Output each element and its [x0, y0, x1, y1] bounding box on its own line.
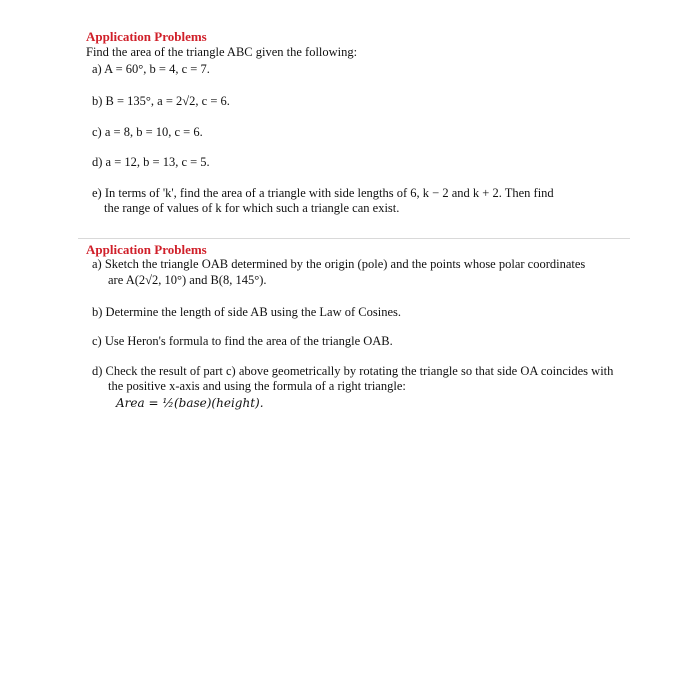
- problem-1e-line2: the range of values of k for which such a triangle can exist.: [104, 201, 400, 215]
- problem-label: c): [92, 125, 102, 139]
- problem-text: Determine the length of side AB using the Law of Cosines.: [105, 305, 401, 319]
- problem-text: In terms of 'k', find the area of a triangle with side lengths of 6, k − 2 and k + 2. Then find: [104, 186, 554, 200]
- problem-text: Use Heron's formula to find the area of the triangle OAB.: [104, 334, 393, 348]
- section2-heading: Application Problems: [86, 242, 207, 257]
- area-formula: Area = ½(base)(height).: [116, 396, 264, 410]
- problem-text: B = 135°, a = 2√2, c = 6.: [105, 94, 230, 108]
- problem-1e-line1: [92, 186, 554, 201]
- problem-2d-line2: the positive x-axis and using the formula of a right triangle:: [108, 379, 406, 393]
- problem-label: c): [92, 334, 102, 348]
- problem-label: a): [92, 62, 102, 76]
- problem-2b: [92, 305, 401, 320]
- problem-label: a): [92, 257, 102, 271]
- problem-label: b): [92, 305, 103, 319]
- problem-text: a = 12, b = 13, c = 5.: [105, 155, 210, 169]
- problem-text: Check the result of part c) above geometrically by rotating the triangle so that side OA coincides with: [105, 364, 614, 378]
- problem-label: d): [92, 155, 103, 169]
- problem-1d: [92, 155, 210, 170]
- problem-1c: [92, 125, 203, 140]
- problem-2a-line2: are A(2√2, 10°) and B(8, 145°).: [108, 273, 267, 287]
- problem-2a-line1: [92, 257, 585, 272]
- section1-intro: Find the area of the triangle ABC given the following:: [86, 45, 358, 59]
- problem-label: d): [92, 364, 103, 378]
- problem-label: e): [92, 186, 102, 200]
- section-divider: [78, 238, 630, 239]
- problem-2d-line1: [92, 364, 613, 379]
- section1-heading: Application Problems: [86, 29, 207, 44]
- problem-1a: [92, 62, 210, 77]
- problem-text: a = 8, b = 10, c = 6.: [104, 125, 203, 139]
- problem-text: A = 60°, b = 4, c = 7.: [104, 62, 210, 76]
- problem-2c: [92, 334, 393, 349]
- problem-label: b): [92, 94, 103, 108]
- problem-text: Sketch the triangle OAB determined by the origin (pole) and the points whose polar coordinates: [104, 257, 586, 271]
- problem-1b: [92, 94, 230, 109]
